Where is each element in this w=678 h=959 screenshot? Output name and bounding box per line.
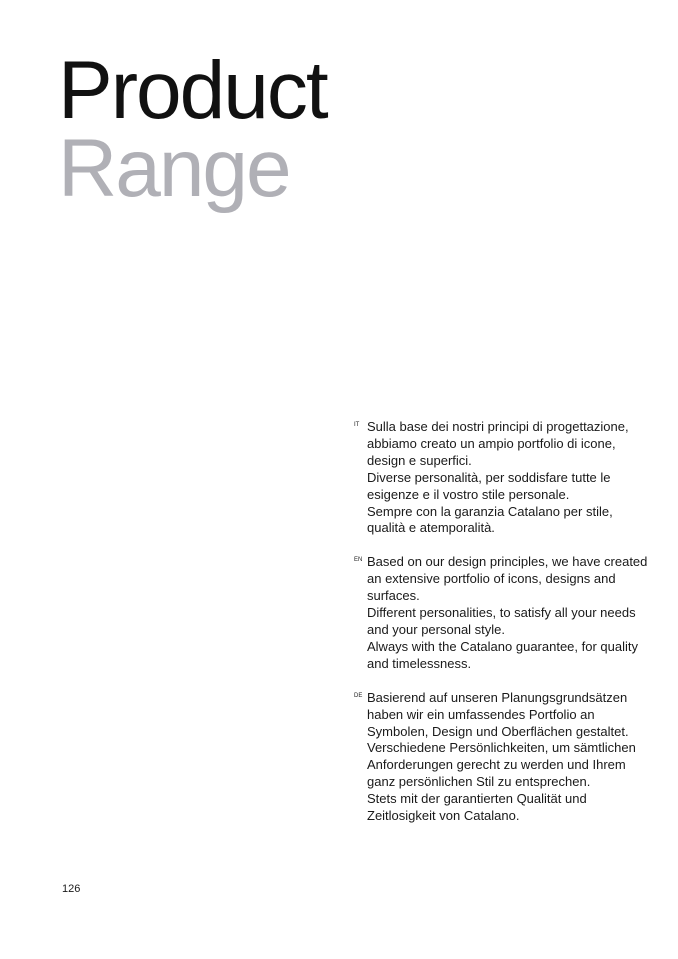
page-title	[58, 45, 327, 214]
title-line-range: Range	[58, 123, 290, 214]
language-label-en: EN	[354, 557, 363, 564]
section-german	[354, 690, 654, 825]
page-number: 126	[62, 883, 81, 895]
language-label-de: DE	[354, 692, 363, 699]
language-label-it: IT	[354, 422, 360, 428]
text-line: Verschiedene Persönlichkeiten, um sämtlichen Anforderungen gerecht zu werden und Ihrem ganz persönlichen Stil zu entsprechen.	[367, 740, 636, 790]
text-line: Basierend auf unseren Planungsgrundsätzen haben wir ein umfassendes Portfolio an Symbolen, Design und Oberflächen gestaltet.	[367, 689, 629, 739]
paragraph-german	[367, 690, 654, 825]
text-line: Stets mit der garantierten Qualität und Zeitlosigkeit von Catalano.	[367, 791, 587, 824]
text-line: Always with the Catalano guarantee, for quality and timelessness.	[367, 638, 638, 671]
text-line: Different personalities, to satisfy all your needs and your personal style.	[367, 605, 636, 637]
text-line: Sulla base dei nostri principi di progettazione, abbiamo creato un ampio portfolio di icone, design e superfici.	[367, 419, 629, 468]
section-english	[354, 554, 654, 672]
text-line: Based on our design principles, we have created an extensive portfolio of icons, designs and surfaces.	[367, 554, 648, 604]
section-italian	[354, 419, 654, 537]
text-line: Diverse personalità, per soddisfare tutte le esigenze e il vostro stile personale.	[367, 469, 611, 502]
text-columns	[354, 419, 654, 842]
paragraph-italian	[367, 419, 654, 537]
text-line: Sempre con la garanzia Catalano per stile, qualità e atemporalità.	[367, 503, 613, 536]
paragraph-english	[367, 554, 654, 672]
title-line-product: Product	[58, 45, 327, 136]
